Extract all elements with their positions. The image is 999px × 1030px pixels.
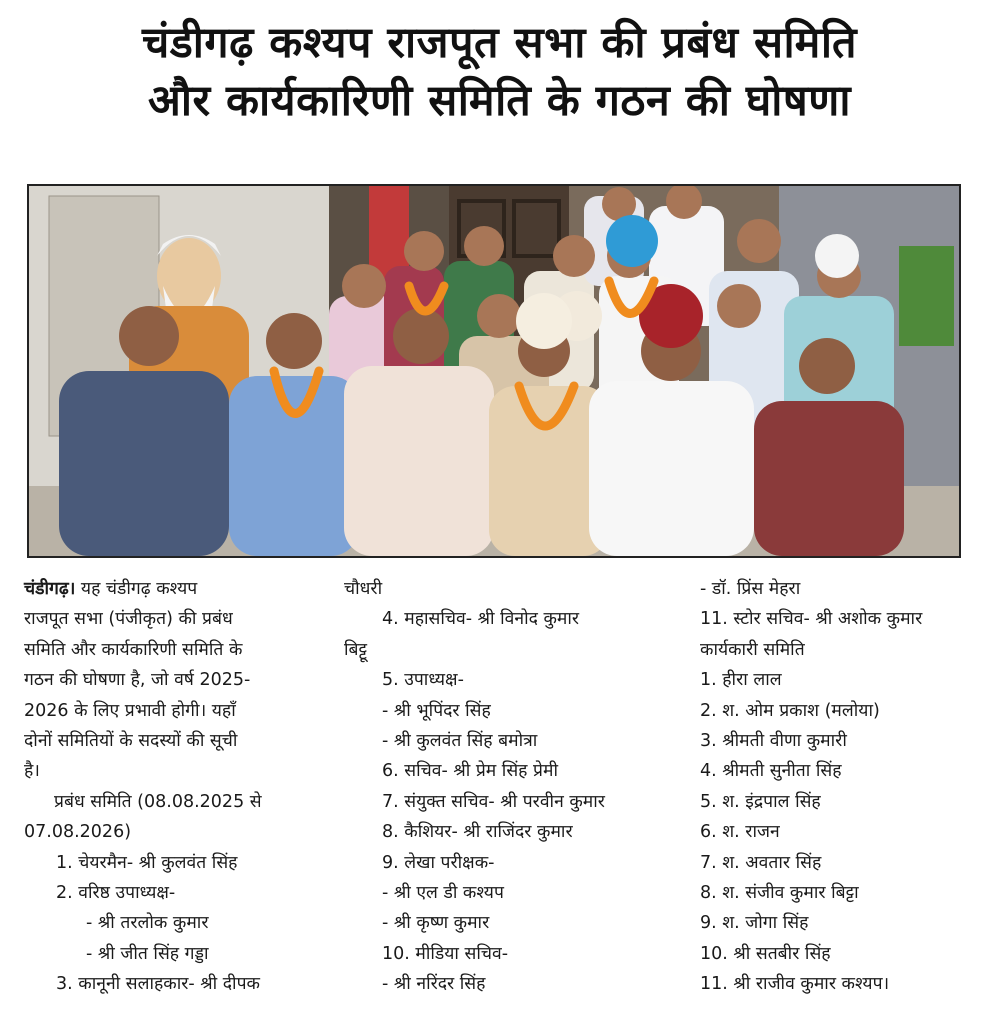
list-line: 10. मीडिया सचिव- xyxy=(382,943,509,964)
intro-line: राजपूत सभा (पंजीकृत) की प्रबंध xyxy=(24,609,233,630)
committee-heading-cont: 07.08.2026) xyxy=(24,822,132,843)
headline-line-1: चंडीगढ़ कश्यप राजपूत सभा की प्रबंध समिति xyxy=(141,18,858,68)
list-item: 3. कानूनी सलाहकार- श्री दीपक xyxy=(56,974,260,995)
intro-text-start: यह चंडीगढ़ कश्यप xyxy=(75,579,198,599)
list-item: - श्री जीत सिंह गड्डा xyxy=(86,943,209,964)
headline-line-2: और कार्यकारिणी समिति के गठन की घोषणा xyxy=(147,76,852,126)
list-line: 6. सचिव- श्री प्रेम सिंह प्रेमी xyxy=(382,761,558,782)
list-line: 11. श्री राजीव कुमार कश्यप। xyxy=(700,974,890,995)
list-line: - श्री भूपिंदर सिंह xyxy=(382,700,491,721)
intro-first-line xyxy=(24,574,329,604)
list-line: 9. श. जोगा सिंह xyxy=(700,913,809,934)
intro-line: समिति और कार्यकारिणी समिति के xyxy=(24,639,243,660)
list-line: 10. श्री सतबीर सिंह xyxy=(700,943,831,964)
list-line: 1. हीरा लाल xyxy=(700,670,782,691)
article-column-2 xyxy=(344,574,684,1000)
intro-line: 2026 के लिए प्रभावी होगी। यहाँ xyxy=(24,700,236,721)
executive-committee-heading: कार्यकारी समिति xyxy=(700,639,805,660)
list-line: 6. श. राजन xyxy=(700,822,780,843)
list-line: 5. श. इंद्रपाल सिंह xyxy=(700,791,821,812)
list-line: 8. श. संजीव कुमार बिट्टा xyxy=(700,883,859,904)
list-item: 2. वरिष्ठ उपाध्यक्ष- xyxy=(56,883,176,904)
list-line: - श्री कृष्ण कुमार xyxy=(382,913,490,934)
list-line: 9. लेखा परीक्षक- xyxy=(382,852,495,873)
dateline: चंडीगढ़। xyxy=(24,579,76,599)
article-column-1 xyxy=(24,574,329,1000)
article-column-3 xyxy=(700,574,990,1000)
intro-line: दोनों समितियों के सदस्यों की सूची xyxy=(24,731,238,752)
group-photo xyxy=(27,184,961,558)
list-line: - डॉ. प्रिंस मेहरा xyxy=(700,579,801,599)
list-line: - श्री कुलवंत सिंह बमोत्रा xyxy=(382,731,538,752)
list-line: 11. स्टोर सचिव- श्री अशोक कुमार xyxy=(700,609,923,630)
list-line: 7. श. अवतार सिंह xyxy=(700,852,822,873)
intro-line: है। xyxy=(24,761,40,782)
intro-line: गठन की घोषणा है, जो वर्ष 2025- xyxy=(24,670,251,691)
committee-heading: प्रबंध समिति (08.08.2025 से xyxy=(54,791,262,812)
list-line: चौधरी xyxy=(344,579,383,599)
list-line: बिट्टू xyxy=(344,639,368,660)
list-line: 3. श्रीमती वीणा कुमारी xyxy=(700,731,847,752)
headline xyxy=(0,14,999,130)
list-item: 1. चेयरमैन- श्री कुलवंत सिंह xyxy=(56,852,238,873)
list-line: 4. श्रीमती सुनीता सिंह xyxy=(700,761,842,782)
list-line: - श्री एल डी कश्यप xyxy=(382,883,504,904)
list-line: - श्री नरिंदर सिंह xyxy=(382,974,486,995)
list-line: 4. महासचिव- श्री विनोद कुमार xyxy=(382,609,580,630)
list-line: 8. कैशियर- श्री राजिंदर कुमार xyxy=(382,822,573,843)
group-photo-illustration xyxy=(29,186,959,556)
list-line: 5. उपाध्यक्ष- xyxy=(382,670,464,691)
list-line: 2. श. ओम प्रकाश (मलोया) xyxy=(700,700,880,721)
list-item: - श्री तरलोक कुमार xyxy=(86,913,209,934)
list-line: 7. संयुक्त सचिव- श्री परवीन कुमार xyxy=(382,791,605,812)
